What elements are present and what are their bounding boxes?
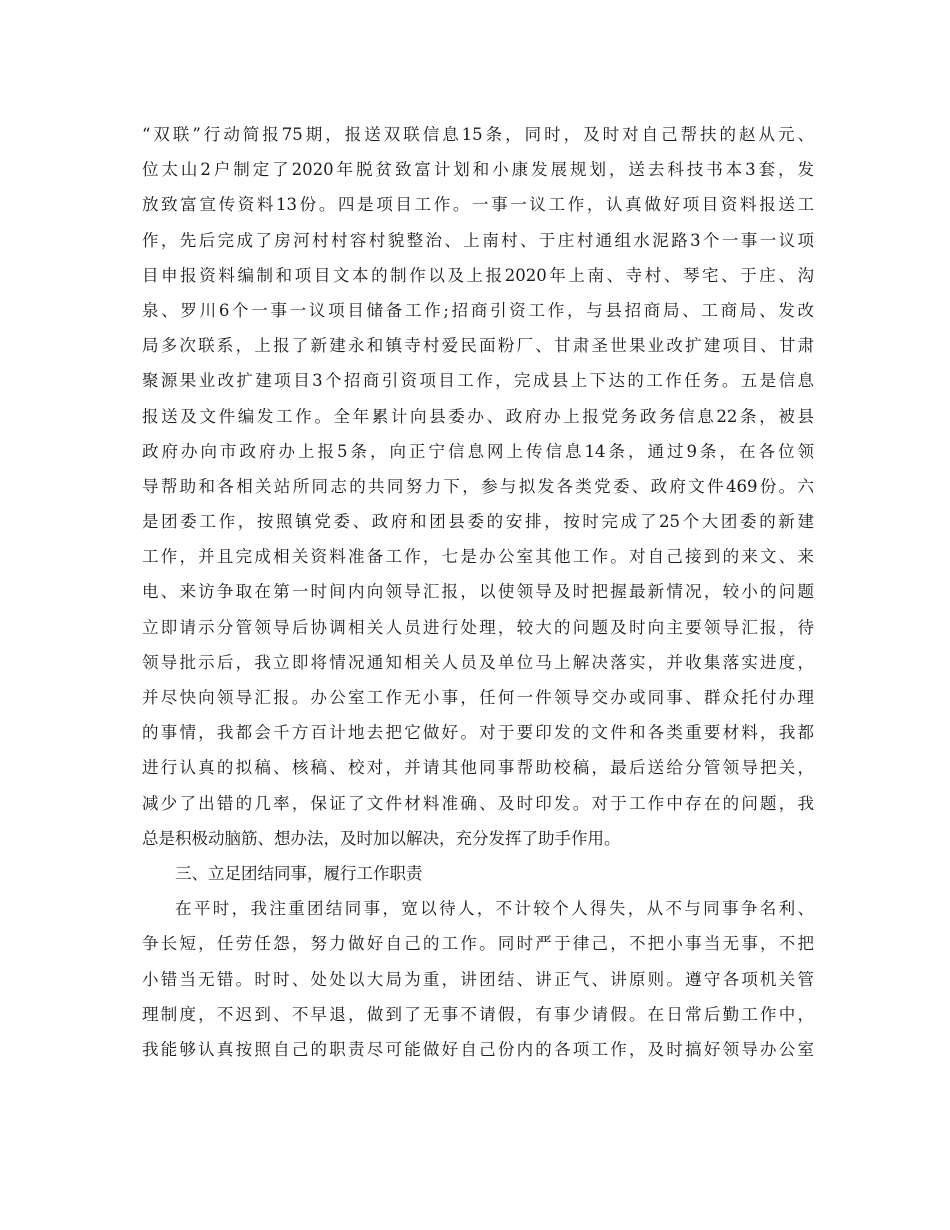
text-line: 理制度，不迟到、不早退，做到了无事不请假，有事少请假。在日常后勤工作中， bbox=[142, 1004, 814, 1024]
text-line: 放致富宣传资料13份。四是项目工作。一事一议工作，认真做好项目资料报送工 bbox=[142, 195, 814, 215]
text-line: 领导批示后，我立即将情况通知相关人员及单位马上解决落实，并收集落实进度， bbox=[142, 652, 814, 672]
text-line: 进行认真的拟稿、核稿、校对，并请其他同事帮助校稿，最后送给分管领导把关， bbox=[142, 758, 814, 778]
text-line: 目申报资料编制和项目文本的制作以及上报2020年上南、寺村、琴宅、于庄、沟 bbox=[142, 265, 814, 285]
text-line: 位太山2户制定了2020年脱贫致富计划和小康发展规划，送去科技书本3套，发 bbox=[142, 160, 814, 180]
section-heading: 三、立足团结同事，履行工作职责 bbox=[175, 863, 423, 883]
text-line: 泉、罗川6个一事一议项目储备工作;招商引资工作，与县招商局、工商局、发改 bbox=[142, 300, 814, 320]
text-line: 我能够认真按照自己的职责尽可能做好自己份内的各项工作，及时搞好领导办公室 bbox=[142, 1039, 814, 1059]
text-line: 并尽快向领导汇报。办公室工作无小事，任何一件领导交办或同事、群众托付办理 bbox=[142, 688, 814, 707]
text-line: 作，先后完成了房河村村容村貌整治、上南村、于庄村通组水泥路3个一事一议项 bbox=[142, 230, 814, 250]
text-line: 政府办向市政府办上报5条，向正宁信息网上传信息14条，通过9条，在各位领 bbox=[142, 441, 814, 461]
text-line: 聚源果业改扩建项目3个招商引资项目工作，完成县上下达的工作任务。五是信息 bbox=[142, 371, 814, 391]
body-text bbox=[142, 117, 814, 1067]
text-line: “双联”行动简报75期，报送双联信息15条，同时，及时对自己帮扶的赵从元、 bbox=[142, 125, 814, 144]
text-line: 总是积极动脑筋、想办法，及时加以解决，充分发挥了助手作用。 bbox=[142, 828, 621, 848]
text-line: 是团委工作，按照镇党委、政府和团县委的安排，按时完成了25个大团委的新建 bbox=[142, 512, 814, 532]
text-line: 在平时，我注重团结同事，宽以待人，不计较个人得失，从不与同事争名利、 bbox=[175, 899, 814, 919]
text-line: 立即请示分管领导后协调相关人员进行处理，较大的问题及时向主要领导汇报，待 bbox=[142, 617, 814, 637]
text-line: 小错当无错。时时、处处以大局为重，讲团结、讲正气、讲原则。遵守各项机关管 bbox=[142, 969, 814, 989]
text-line: 减少了出错的几率，保证了文件材料准确、及时印发。对于工作中存在的问题，我 bbox=[142, 793, 814, 813]
text-line: 局多次联系，上报了新建永和镇寺村爱民面粉厂、甘肃圣世果业改扩建项目、甘肃 bbox=[142, 336, 814, 356]
text-line: 的事情，我都会千方百计地去把它做好。对于要印发的文件和各类重要材料，我都 bbox=[142, 723, 814, 743]
text-line: 报送及文件编发工作。全年累计向县委办、政府办上报党务政务信息22条，被县 bbox=[142, 406, 814, 426]
text-line: 争长短，任劳任怨，努力做好自己的工作。同时严于律己，不把小事当无事，不把 bbox=[142, 934, 814, 954]
text-line: 工作，并且完成相关资料准备工作，七是办公室其他工作。对自己接到的来文、来 bbox=[142, 547, 814, 567]
text-line: 电、来访争取在第一时间内向领导汇报，以使领导及时把握最新情况，较小的问题 bbox=[142, 582, 814, 602]
text-line: 导帮助和各相关站所同志的共同努力下，参与拟发各类党委、政府文件469份。六 bbox=[142, 476, 814, 496]
